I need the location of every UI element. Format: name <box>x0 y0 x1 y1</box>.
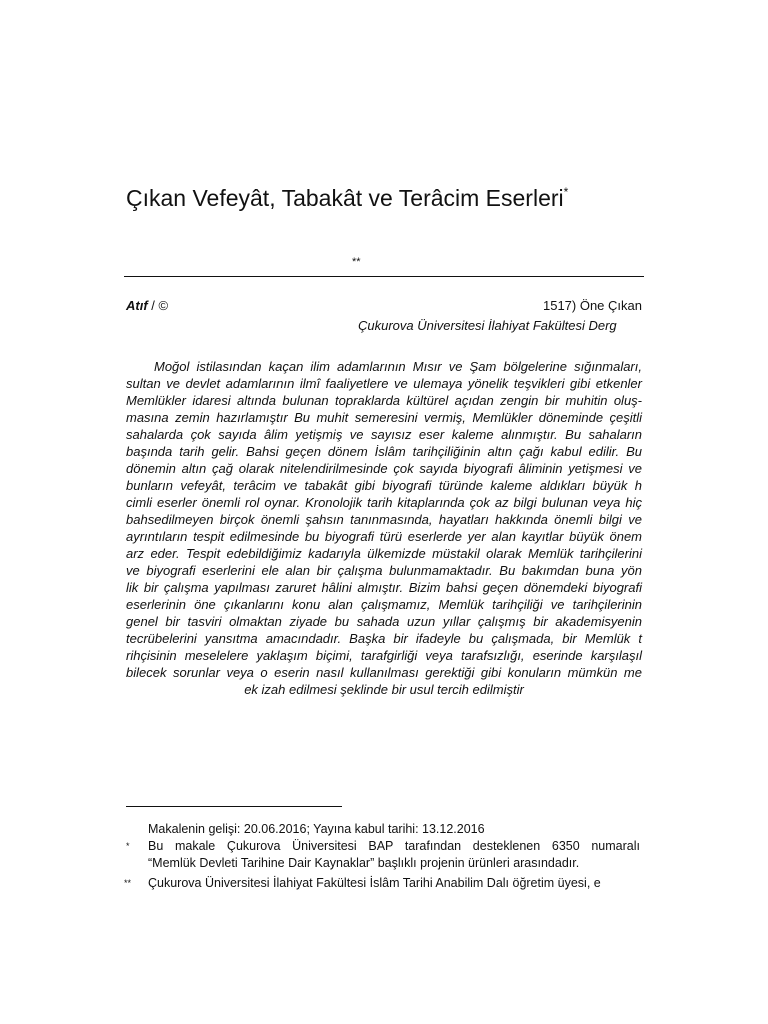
footnote-divider <box>126 806 342 807</box>
abstract-line: Moğol istilasından kaçan ilim adamlarının Mısır ve Şam bölgelerine sığınmaları, <box>154 359 642 374</box>
abstract-line: bilecek sorunlar veya o eserin nasıl kullanılması gerektiği gibi konuların mümkün me <box>126 665 642 680</box>
abstract-line: Memlükler idaresi altında bulunan topraklarda kültürel açıdan zengin bir muhitin oluş- <box>126 393 642 408</box>
citation-label: Atıf <box>126 298 148 313</box>
abstract-line: ayrıntıların tespit edilmesinde bu biyografi türü eserlerde yer alan kayıtlar büyük önem <box>126 529 642 544</box>
author-footnote-mark: ** <box>352 256 361 268</box>
abstract-line: sultan ve devlet adamlarının ilmî faaliyetlere ve ulemaya yönelik teşvikleri gibi etkenler <box>126 376 642 391</box>
abstract-line: lik bir çalışma yapılması zaruret hâlini almıştır. Bizim bahsi geçen dönemdeki biyografi <box>126 580 642 595</box>
title-footnote-mark: * <box>563 185 569 199</box>
abstract-line: sahalarda çok sayıda âlim yetişmiş ve sayısız eser kaleme alınmıştır. Bu sahaların <box>126 427 642 442</box>
abstract-line: arz eder. Tespit edebildiğimiz kadarıyla ülkemizde müstakil olarak Memlük tarihçilerini <box>126 546 642 561</box>
abstract-line: bunların vefeyât, terâcim ve tabakât gibi biyografi türünde kaleme aldıkları büyük h <box>126 478 642 493</box>
abstract <box>126 358 642 698</box>
citation-line-1: 1517) Öne Çıkan <box>542 298 642 313</box>
citation-line-2: Çukurova Üniversitesi İlahiyat Fakültesi Derg <box>358 318 617 333</box>
abstract-line: cimli eserler önemli rol oynar. Kronolojik tarih kitaplarında çok az bilgi bulunan veya hiç <box>126 495 642 510</box>
header-divider <box>124 276 644 277</box>
footnote-2-mark: ** <box>124 878 132 888</box>
footnote-1-line: “Memlük Devleti Tarihine Dair Kaynaklar” başlıklı projenin ürünleri arasındadır. <box>148 856 580 870</box>
abstract-line: tecrübelerini yansıtma amacındadır. Başka bir ifadeyle bu çalışmada, bir Memlük t <box>126 631 642 646</box>
abstract-line: ve biyografi eserlerini ele alan bir çalışma bulunmamaktadır. Bu bakımdan buna yön <box>126 563 642 578</box>
abstract-line: genel bir tasviri olmaktan ziyade bu sahada uzun yıllar çalışmış bir akademisyenin <box>126 614 642 629</box>
citation-label-block <box>126 297 168 315</box>
footnote-received: Makalenin gelişi: 20.06.2016; Yayına kabul tarihi: 13.12.2016 <box>148 822 485 836</box>
footnote-1-mark: * <box>126 841 130 851</box>
abstract-line: eserlerinin öne çıkanlarını konu alan çalışmamız, Memlük tarihçiliği ve tarihçilerinin <box>126 597 642 612</box>
article-title <box>126 176 568 214</box>
abstract-line: başında tarih gelir. Bahsi geçen dönem İslâm tarihçiliğinin altın çağı kabul edilir. Bu <box>126 444 642 459</box>
footnote-1-line: Bu makale Çukurova Üniversitesi BAP tarafından desteklenen 6350 numaralı <box>148 839 640 853</box>
abstract-line: rihçisinin meselelere yaklaşım biçimi, tarafgirliği veya tarafsızlığı, eserinde karşılaşıl <box>126 648 642 663</box>
abstract-line: dönemin altın çağ olarak nitelendirilmesinde çok sayıda biyografi âliminin yetişmesi ve <box>126 461 642 476</box>
footnote-2: Çukurova Üniversitesi İlahiyat Fakültesi İslâm Tarihi Anabilim Dalı öğretim üyesi, e <box>148 876 601 890</box>
footnote-1 <box>148 838 640 872</box>
abstract-line: bahsedilmeyen birçok önemli şahsın tanınmasında, hayatları hakkında önemli bilgi ve <box>126 512 642 527</box>
citation-separator: / © <box>147 298 169 313</box>
article-title-text: Çıkan Vefeyât, Tabakât ve Terâcim Eserleri <box>126 185 564 211</box>
abstract-line: ek izah edilmesi şeklinde bir usul tercih edilmiştir <box>244 682 524 697</box>
abstract-line: masına zemin hazırlamıştır Bu muhit semeresini vermiş, Memlükler döneminde çeşitli <box>126 410 642 425</box>
